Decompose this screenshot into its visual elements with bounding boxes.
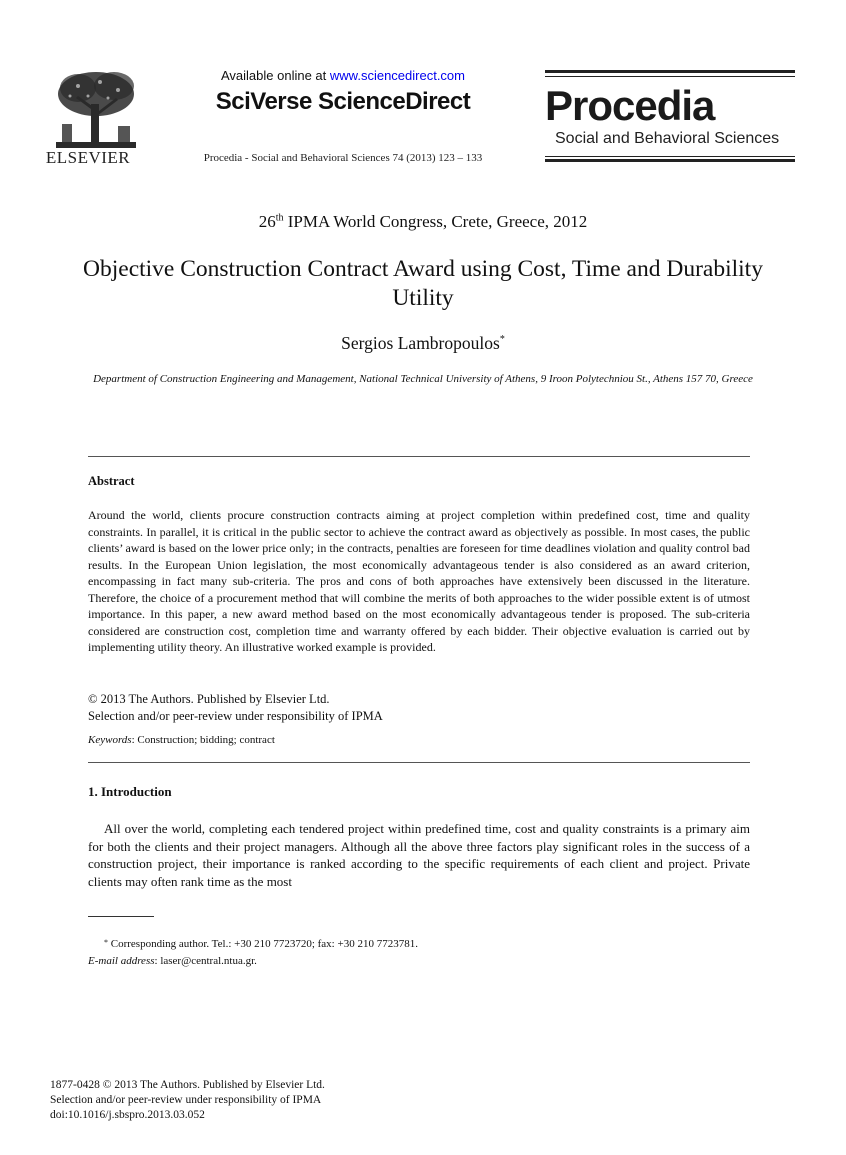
email-text: : laser@central.ntua.gr. [154,955,257,967]
procedia-rule-bottom-thin [545,156,795,157]
doi-line[interactable]: doi:10.1016/j.sbspro.2013.03.052 [50,1109,205,1121]
introduction-body: All over the world, completing each tendered project within predefined time, cost and quality constraints is a primary aim for both the clients and their project managers. Although all the above three factors play significant roles in the success of a construction project, their importance is ranked according to the specific requirements of each client and project. Private clients may often rank time as the most [88,821,750,889]
peer-review-line: Selection and/or peer-review under responsibility of IPMA [88,709,383,723]
email-label: E-mail address [88,955,155,967]
congress-line [40,212,806,232]
page-footer [50,1078,325,1123]
footer-review-line: Selection and/or peer-review under responsibility of IPMA [50,1094,322,1106]
journal-reference: Procedia - Social and Behavioral Sciences 74 (2013) 123 – 133 [203,152,483,164]
keywords-line [88,734,275,746]
corresponding-author-text: Corresponding author. Tel.: +30 210 7723720; fax: +30 210 7723781. [108,938,418,950]
congress-number: 26 [258,212,276,231]
procedia-rule-bottom-thick [545,159,795,162]
introduction-heading: 1. Introduction [88,784,172,799]
elsevier-wordmark: ELSEVIER [45,148,131,167]
keywords-label: Keywords [88,734,132,746]
procedia-title: Procedia [545,82,715,129]
footnote-rule [88,916,154,917]
abstract-top-rule [88,456,750,457]
footnote-mark: * [104,938,108,947]
available-prefix: Available online at [220,68,330,83]
issn-line: 1877-0428 © 2013 The Authors. Published by Elsevier Ltd. [50,1079,325,1091]
paper-title: Objective Construction Contract Award using Cost, Time and Durability Utility [83,256,763,311]
procedia-rule-thin [545,76,795,77]
author-name: Sergios Lambropoulos [341,333,500,353]
author-line [40,333,806,354]
keywords-text: : Construction; bidding; contract [131,734,275,746]
abstract-body: Around the world, clients procure construction contracts aiming at project completion within predefined cost, time and quality constraints. In parallel, it is critical in the public sector to achieve the contract award as objectively as possible. In most cases, the public clients’ award is based on the lower price only; in the contracts, penalties are foreseen for time deadlines violation and quality control bad results. In the European Union legislation, the most economically advantageous tender is also considered as an award criterion, encompassing in fact many sub-criteria. The pros and cons of both approaches have extensively been discussed in the literature. Therefore, the choice of a procurement method that will combine the merits of both approaches to the wider possible extent is of utmost importance. In this paper, a new award method based on the most economically advantageous tender is proposed. The sub-criteria considered are construction cost, completion time and warranty offered by each bidder. Their objective evaluation is carried out by implementing utility theory. An illustrative worked example is provided. [88,508,750,654]
procedia-subtitle: Social and Behavioral Sciences [555,130,780,147]
author-affiliation: Department of Construction Engineering and Management, National Technical University of Athens, 9 Iroon Polytechniou St., Athens 157 70, Greece [93,373,753,385]
procedia-rule-thick [545,70,795,73]
available-online-line [180,68,506,83]
copyright-line: © 2013 The Authors. Published by Elsevier Ltd. [88,692,330,706]
abstract-heading: Abstract [88,474,135,488]
abstract-bottom-rule [88,762,750,763]
congress-text: IPMA World Congress, Crete, Greece, 2012 [283,212,588,231]
email-footnote [88,955,257,967]
author-footnote-mark[interactable]: * [499,334,505,346]
sciencedirect-link[interactable]: www.sciencedirect.com [329,68,465,83]
sciverse-sciencedirect-logo: SciVerse ScienceDirect [215,88,471,115]
procedia-logo [545,70,795,162]
tree-icon [48,68,144,150]
congress-ordinal: th [275,212,284,224]
corresponding-author-footnote [88,938,418,950]
